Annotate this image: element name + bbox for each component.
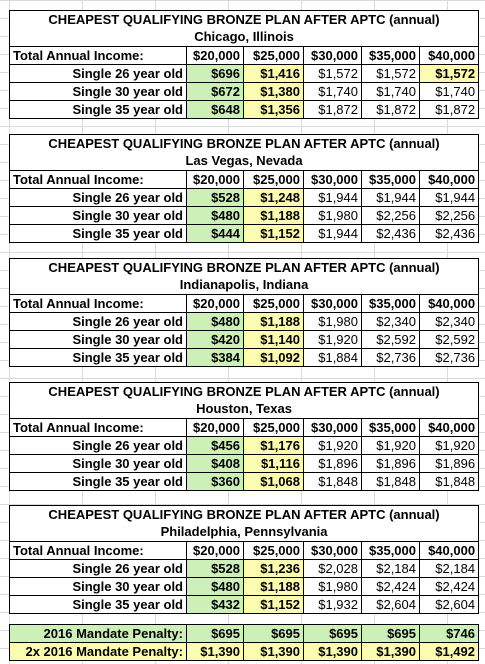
- table-row: [10, 596, 479, 614]
- city-name: Chicago, Illinois: [10, 29, 479, 47]
- premium-cell: $1,740: [362, 83, 420, 101]
- premium-cell: $2,592: [362, 331, 420, 349]
- penalty-cell: $695: [244, 625, 304, 643]
- premium-cell: $480: [187, 207, 244, 225]
- income-header: $25,000: [244, 171, 304, 189]
- row-label: Single 26 year old: [10, 437, 187, 455]
- plan-table-philadelphia-pennsylvania: [9, 505, 478, 614]
- premium-cell: $1,092: [244, 349, 304, 367]
- premium-cell: $384: [187, 349, 244, 367]
- penalty-cell: $695: [362, 625, 420, 643]
- premium-cell: $1,944: [362, 189, 420, 207]
- income-header: $25,000: [244, 419, 304, 437]
- premium-cell: $1,896: [362, 455, 420, 473]
- row-label: Single 30 year old: [10, 83, 187, 101]
- premium-cell: $1,740: [304, 83, 362, 101]
- premium-cell: $1,152: [244, 596, 304, 614]
- income-header: $40,000: [420, 542, 479, 560]
- plan-table: [9, 505, 479, 614]
- premium-cell: $1,884: [304, 349, 362, 367]
- income-header-row: [10, 47, 479, 65]
- table-row: [10, 473, 479, 491]
- income-header: $40,000: [420, 47, 479, 65]
- row-label: Single 26 year old: [10, 313, 187, 331]
- table-row: [10, 437, 479, 455]
- premium-cell: $1,572: [304, 65, 362, 83]
- premium-cell: $1,944: [420, 189, 479, 207]
- income-header: $30,000: [304, 419, 362, 437]
- premium-cell: $1,416: [244, 65, 304, 83]
- city-name: Indianapolis, Indiana: [10, 277, 479, 295]
- income-label: Total Annual Income:: [10, 47, 187, 65]
- row-label: Single 35 year old: [10, 473, 187, 491]
- premium-cell: $1,848: [362, 473, 420, 491]
- premium-cell: $1,980: [304, 578, 362, 596]
- row-label: Single 26 year old: [10, 560, 187, 578]
- income-header-row: [10, 542, 479, 560]
- income-header-row: [10, 295, 479, 313]
- table-row: [10, 578, 479, 596]
- income-header: $35,000: [362, 295, 420, 313]
- plan-table: [9, 10, 479, 119]
- premium-cell: $2,604: [362, 596, 420, 614]
- penalty-row: [10, 643, 479, 661]
- premium-cell: $480: [187, 313, 244, 331]
- premium-cell: $1,920: [304, 331, 362, 349]
- penalty-table: [9, 624, 479, 661]
- income-header-row: [10, 419, 479, 437]
- penalty-cell: $695: [304, 625, 362, 643]
- premium-cell: $2,256: [420, 207, 479, 225]
- city-name: Philadelphia, Pennsylvania: [10, 524, 479, 542]
- premium-cell: $1,116: [244, 455, 304, 473]
- premium-cell: $2,424: [420, 578, 479, 596]
- penalty-label: 2x 2016 Mandate Penalty:: [10, 643, 187, 661]
- income-header: $35,000: [362, 171, 420, 189]
- income-label: Total Annual Income:: [10, 171, 187, 189]
- row-label: Single 30 year old: [10, 578, 187, 596]
- table-row: [10, 189, 479, 207]
- premium-cell: $1,980: [304, 207, 362, 225]
- premium-cell: $408: [187, 455, 244, 473]
- premium-cell: $2,436: [362, 225, 420, 243]
- premium-cell: $1,896: [420, 455, 479, 473]
- premium-cell: $1,920: [362, 437, 420, 455]
- income-header: $35,000: [362, 47, 420, 65]
- premium-cell: $1,152: [244, 225, 304, 243]
- premium-cell: $1,872: [304, 101, 362, 119]
- premium-cell: $1,572: [420, 65, 479, 83]
- premium-cell: $1,188: [244, 207, 304, 225]
- premium-cell: $1,872: [420, 101, 479, 119]
- row-label: Single 26 year old: [10, 65, 187, 83]
- mandate-penalty-table: [9, 624, 478, 661]
- premium-cell: $2,736: [420, 349, 479, 367]
- table-row: [10, 349, 479, 367]
- plan-table: [9, 258, 479, 367]
- premium-cell: $1,188: [244, 578, 304, 596]
- premium-cell: $2,184: [420, 560, 479, 578]
- income-header: $20,000: [187, 542, 244, 560]
- premium-cell: $1,848: [304, 473, 362, 491]
- premium-cell: $696: [187, 65, 244, 83]
- table-title: CHEAPEST QUALIFYING BRONZE PLAN AFTER APTC (annual): [10, 506, 479, 524]
- income-header: $20,000: [187, 295, 244, 313]
- premium-cell: $1,932: [304, 596, 362, 614]
- table-title: CHEAPEST QUALIFYING BRONZE PLAN AFTER APTC (annual): [10, 383, 479, 401]
- premium-cell: $1,236: [244, 560, 304, 578]
- table-row: [10, 455, 479, 473]
- plan-table-houston-texas: [9, 382, 478, 491]
- plan-table: [9, 382, 479, 491]
- row-label: Single 35 year old: [10, 349, 187, 367]
- row-label: Single 30 year old: [10, 331, 187, 349]
- penalty-row: [10, 625, 479, 643]
- premium-cell: $480: [187, 578, 244, 596]
- row-label: Single 35 year old: [10, 596, 187, 614]
- income-header: $30,000: [304, 542, 362, 560]
- premium-cell: $1,920: [304, 437, 362, 455]
- income-header: $25,000: [244, 542, 304, 560]
- income-header: $35,000: [362, 542, 420, 560]
- table-row: [10, 207, 479, 225]
- premium-cell: $1,896: [304, 455, 362, 473]
- table-row: [10, 313, 479, 331]
- row-label: Single 35 year old: [10, 225, 187, 243]
- income-header: $35,000: [362, 419, 420, 437]
- premium-cell: $360: [187, 473, 244, 491]
- penalty-cell: $1,390: [187, 643, 244, 661]
- premium-cell: $1,944: [304, 225, 362, 243]
- income-header: $20,000: [187, 47, 244, 65]
- income-header: $20,000: [187, 171, 244, 189]
- plan-table-las-vegas-nevada: [9, 134, 478, 243]
- premium-cell: $2,736: [362, 349, 420, 367]
- table-row: [10, 560, 479, 578]
- table-row: [10, 225, 479, 243]
- income-header-row: [10, 171, 479, 189]
- plan-table-indianapolis-indiana: [9, 258, 478, 367]
- premium-cell: $2,028: [304, 560, 362, 578]
- income-header: $25,000: [244, 47, 304, 65]
- premium-cell: $648: [187, 101, 244, 119]
- premium-cell: $528: [187, 560, 244, 578]
- city-name: Houston, Texas: [10, 401, 479, 419]
- plan-table-chicago-illinois: [9, 10, 478, 119]
- penalty-cell: $1,390: [244, 643, 304, 661]
- premium-cell: $432: [187, 596, 244, 614]
- premium-cell: $2,592: [420, 331, 479, 349]
- premium-cell: $2,340: [420, 313, 479, 331]
- table-row: [10, 83, 479, 101]
- table-row: [10, 331, 479, 349]
- income-label: Total Annual Income:: [10, 295, 187, 313]
- income-header: $30,000: [304, 295, 362, 313]
- premium-cell: $1,356: [244, 101, 304, 119]
- premium-cell: $1,068: [244, 473, 304, 491]
- income-header: $20,000: [187, 419, 244, 437]
- premium-cell: $456: [187, 437, 244, 455]
- premium-cell: $1,872: [362, 101, 420, 119]
- premium-cell: $2,436: [420, 225, 479, 243]
- table-row: [10, 65, 479, 83]
- premium-cell: $1,140: [244, 331, 304, 349]
- income-header: $40,000: [420, 171, 479, 189]
- table-row: [10, 101, 479, 119]
- income-header: $40,000: [420, 295, 479, 313]
- premium-cell: $444: [187, 225, 244, 243]
- row-label: Single 26 year old: [10, 189, 187, 207]
- row-label: Single 30 year old: [10, 455, 187, 473]
- penalty-cell: $1,390: [304, 643, 362, 661]
- penalty-cell: $695: [187, 625, 244, 643]
- table-title: CHEAPEST QUALIFYING BRONZE PLAN AFTER APTC (annual): [10, 259, 479, 277]
- premium-cell: $528: [187, 189, 244, 207]
- premium-cell: $2,340: [362, 313, 420, 331]
- table-title: CHEAPEST QUALIFYING BRONZE PLAN AFTER APTC (annual): [10, 11, 479, 29]
- premium-cell: $1,980: [304, 313, 362, 331]
- premium-cell: $1,848: [420, 473, 479, 491]
- plan-table: [9, 134, 479, 243]
- premium-cell: $2,604: [420, 596, 479, 614]
- income-header: $30,000: [304, 47, 362, 65]
- premium-cell: $1,176: [244, 437, 304, 455]
- premium-cell: $672: [187, 83, 244, 101]
- premium-cell: $2,256: [362, 207, 420, 225]
- income-label: Total Annual Income:: [10, 542, 187, 560]
- city-name: Las Vegas, Nevada: [10, 153, 479, 171]
- premium-cell: $1,572: [362, 65, 420, 83]
- income-label: Total Annual Income:: [10, 419, 187, 437]
- premium-cell: $1,380: [244, 83, 304, 101]
- premium-cell: $420: [187, 331, 244, 349]
- table-title: CHEAPEST QUALIFYING BRONZE PLAN AFTER APTC (annual): [10, 135, 479, 153]
- row-label: Single 35 year old: [10, 101, 187, 119]
- premium-cell: $2,424: [362, 578, 420, 596]
- premium-cell: $1,920: [420, 437, 479, 455]
- premium-cell: $1,944: [304, 189, 362, 207]
- premium-cell: $1,740: [420, 83, 479, 101]
- penalty-cell: $746: [420, 625, 479, 643]
- penalty-cell: $1,492: [420, 643, 479, 661]
- premium-cell: $1,188: [244, 313, 304, 331]
- income-header: $30,000: [304, 171, 362, 189]
- income-header: $25,000: [244, 295, 304, 313]
- income-header: $40,000: [420, 419, 479, 437]
- premium-cell: $1,248: [244, 189, 304, 207]
- premium-cell: $2,184: [362, 560, 420, 578]
- penalty-label: 2016 Mandate Penalty:: [10, 625, 187, 643]
- penalty-cell: $1,390: [362, 643, 420, 661]
- row-label: Single 30 year old: [10, 207, 187, 225]
